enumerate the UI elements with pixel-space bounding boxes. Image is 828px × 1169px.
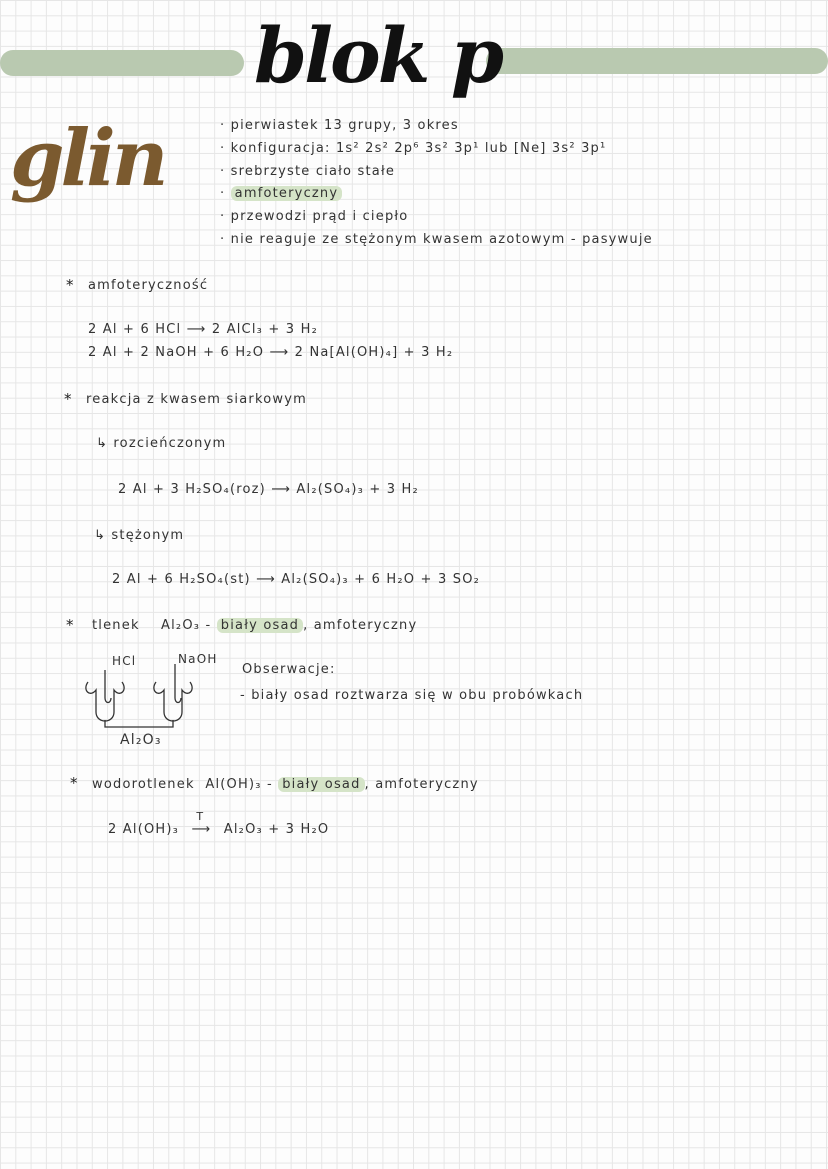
equation-hcl: 2 Al + 6 HCl ⟶ 2 AlCl₃ + 3 H₂ <box>88 322 318 337</box>
tube-label-al2o3: Al₂O₃ <box>120 732 162 748</box>
equation-concentrated: 2 Al + 6 H₂SO₄(st) ⟶ Al₂(SO₄)₃ + 6 H₂O + 3 SO₂ <box>112 572 481 587</box>
oxide-dash: - <box>205 618 212 633</box>
oxide-label: tlenek <box>92 618 140 633</box>
dilute-label: ↳ rozcieńczonym <box>96 436 227 451</box>
hydroxide-formula: Al(OH)₃ <box>205 777 262 792</box>
decomposition-condition: T <box>196 810 205 823</box>
oxide-suffix: , amfoteryczny <box>303 618 418 633</box>
tube-label-hcl: HCl <box>112 654 137 668</box>
property-item: · konfiguracja: 1s² 2s² 2p⁶ 3s² 3p¹ lub [Ne] 3s² 3p¹ <box>220 141 607 156</box>
oxide-formula: Al₂O₃ <box>161 618 201 633</box>
page-title: blok p <box>254 11 501 100</box>
decomposition-left: 2 Al(OH)₃ <box>108 822 180 837</box>
asterisk-icon: * <box>64 390 72 408</box>
hydroxide-suffix: , amfoteryczny <box>364 777 479 792</box>
decomposition-right: Al₂O₃ + 3 H₂O <box>223 822 330 837</box>
hydroxide-highlight: biały osad <box>278 777 364 792</box>
concentrated-label: ↳ stężonym <box>94 528 185 543</box>
property-item: · przewodzi prąd i ciepło <box>220 209 409 224</box>
oxide-line <box>92 618 417 633</box>
asterisk-icon: * <box>66 276 74 294</box>
hydroxide-line <box>92 777 479 792</box>
property-item: · pierwiastek 13 grupy, 3 okres <box>220 118 459 133</box>
property-item: · nie reaguje ze stężonym kwasem azotowym - pasywuje <box>220 232 653 247</box>
section-heading-sulfuric: reakcja z kwasem siarkowym <box>86 392 307 407</box>
property-item: · amfoteryczny <box>220 186 342 201</box>
equation-decomposition <box>108 810 330 837</box>
arrow-right-icon: ⟶ <box>191 822 212 837</box>
hydroxide-dash: - <box>266 777 273 792</box>
observations-title: Obserwacje: <box>242 662 336 677</box>
oxide-highlight: biały osad <box>217 618 303 633</box>
observations-text: - biały osad roztwarza się w obu probówkach <box>240 688 584 703</box>
section-heading-amphoteric: amfoteryczność <box>88 278 209 293</box>
hydroxide-label: wodorotlenek <box>92 777 195 792</box>
asterisk-icon: * <box>66 616 74 634</box>
property-item: · srebrzyste ciało stałe <box>220 164 396 179</box>
test-tube-diagram <box>80 650 230 755</box>
header-band-right <box>486 48 828 74</box>
equation-naoh: 2 Al + 2 NaOH + 6 H₂O ⟶ 2 Na[Al(OH)₄] + 3 H₂ <box>88 345 454 360</box>
element-name: glin <box>10 113 165 204</box>
header-band-left <box>0 50 244 76</box>
tube-label-naoh: NaOH <box>178 652 218 666</box>
asterisk-icon: * <box>70 774 78 792</box>
equation-dilute: 2 Al + 3 H₂SO₄(roz) ⟶ Al₂(SO₄)₃ + 3 H₂ <box>118 482 419 497</box>
